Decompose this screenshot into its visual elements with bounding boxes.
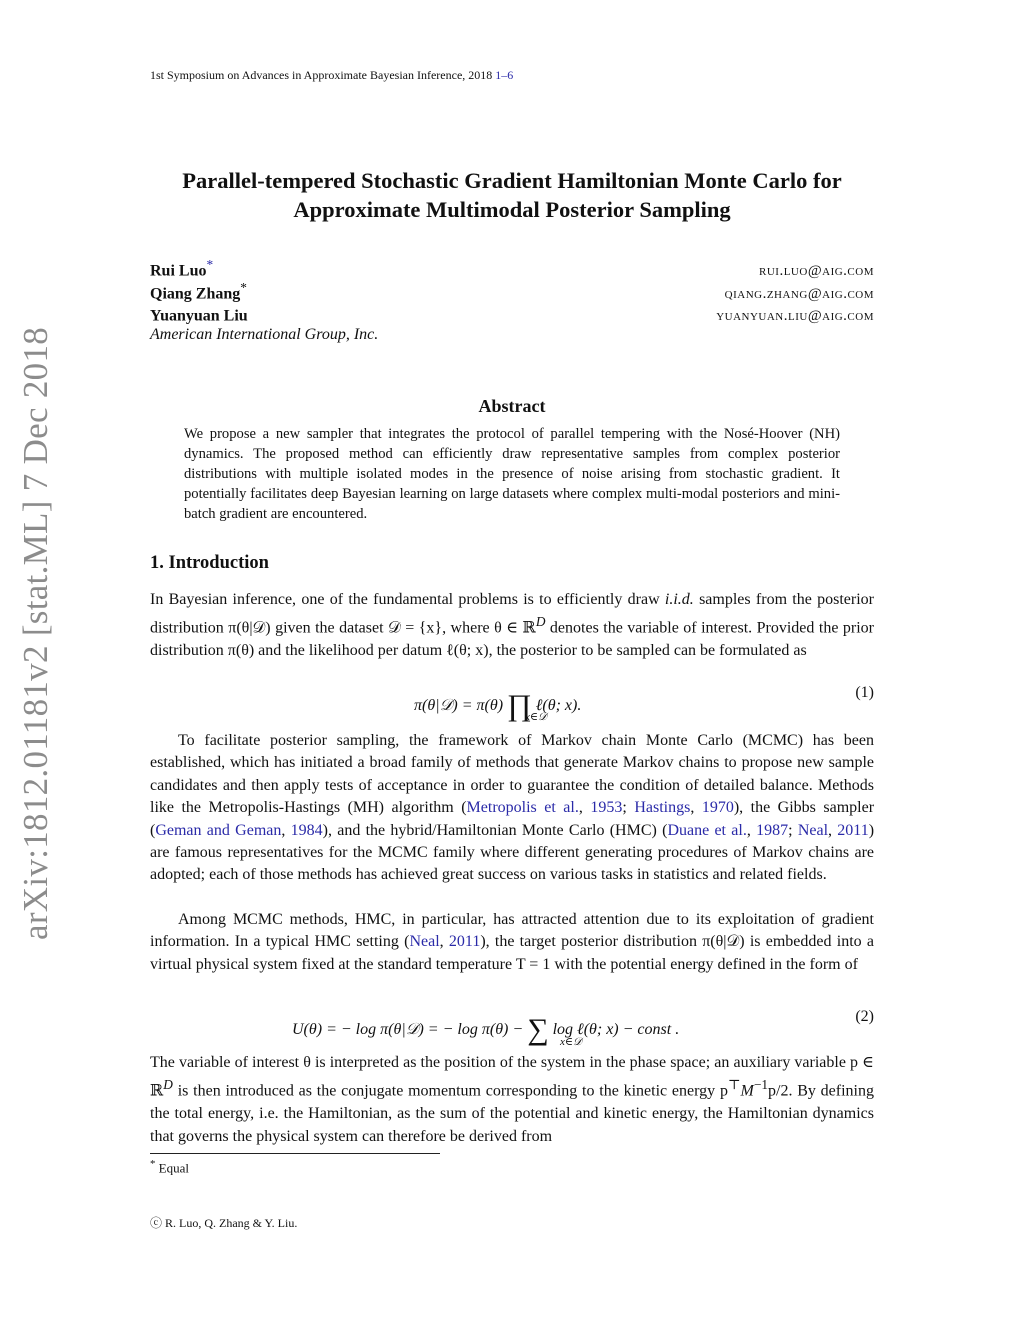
citation-link[interactable]: Neal [797,821,829,839]
equation-rhs: ℓ(θ; x). [535,697,582,714]
author-name: Yuanyuan Liu [150,307,248,325]
author-email: qiang.zhang@aig.com [724,285,874,302]
citation-year-link[interactable]: 1984 [290,821,323,839]
abstract-heading: Abstract [478,396,546,416]
equation-rhs: log ℓ(θ; x) − const . [552,1021,680,1038]
text-run: To facilitate posterior sampling, the framework of Markov chain Monte Carlo (MCMC) has been established, which has initiated a broad family of methods that generate Markov chains to propose new sample candidates and then apply tests of acceptance in order to guarantee the condition of detailed balance. Methods like the Metropolis-Hastings (MH) algorithm ( [150,732,874,817]
arxiv-stamp: arXiv:1812.01181v2 [stat.ML] 7 Dec 2018 [16,326,55,940]
author-email: rui.luo@aig.com [759,263,874,280]
paper-title [150,166,874,224]
author-footnote-mark: * [240,279,247,295]
superscript: D [535,614,546,630]
superscript: −1 [753,1077,769,1093]
author-email: yuanyuan.liu@aig.com [716,308,874,325]
equation-2 [150,1004,874,1050]
product-operator: ∏ [507,689,532,722]
citation-year-link[interactable]: 1970 [701,799,734,817]
intro-paragraph-1 [150,589,874,663]
text-run: ), the Gibbs sampler ( [150,799,875,839]
sum-subscript: x∈𝒟 [560,1036,582,1048]
citation-link[interactable]: Hastings [634,799,691,817]
author-row [150,302,874,325]
citation-link[interactable]: Duane et al. [667,821,747,839]
superscript: D [163,1077,173,1093]
text-run: ), and the hybrid/Hamiltonian Monte Carlo (HMC) ( [322,821,668,839]
citation-link[interactable]: Geman and Geman [155,821,282,839]
equation-1 [150,680,874,724]
footnote [150,1158,189,1176]
text-run: samples from the posterior distribution π(θ|𝒟) given the dataset 𝒟 = {x}, where θ ∈ ℝ [150,591,874,637]
running-header [150,68,513,83]
abstract-text: We propose a new sampler that integrates the protocol of parallel tempering with the Nosé-Hoover (NH) dynamics. The proposed method can efficiently draw representative samples from complex posterior distributions with multiple isolated modes in the presence of noise arising from stochastic gradient. It potentially facilitates deep Bayesian learning on large datasets where complex multi-modal posteriors and mini-batch gradient are encountered. [184,426,840,522]
citation-year-link[interactable]: 1953 [590,799,623,817]
citation-year-link[interactable]: 2011 [448,933,481,951]
text-run: M [740,1082,754,1100]
citation-year-link[interactable]: 1987 [756,821,789,839]
text-run: is then introduced as the conjugate momentum corresponding to the kinetic energy p [172,1082,728,1100]
product-subscript: x∈𝒟 [525,711,547,723]
iid-term: i.i.d. [664,591,694,608]
citation-link[interactable]: Neal [409,933,440,951]
intro-paragraph-4 [150,1052,874,1148]
equation-number: (1) [855,684,874,701]
sum-operator: ∑ [527,1013,549,1046]
venue-text: 1st Symposium on Advances in Approximate Bayesian Inference, 2018 [150,68,493,82]
title-line-1: Parallel-tempered Stochastic Gradient Hamiltonian Monte Carlo for [182,168,842,193]
text-run: p/2. By defining the total energy, i.e. the Hamiltonian, as the sum of the potential and kinetic energy, the Hamiltonian dynamics that governs the physical system can therefore be derived from [150,1082,875,1145]
text-run: ), the target posterior distribution π(θ|𝒟) is embedded into a virtual physical system fixed at the standard temperature T = 1 with the potential energy defined in the form of [150,933,875,973]
copyright-text: R. Luo, Q. Zhang & Y. Liu. [165,1216,298,1230]
copyright-line [150,1214,297,1231]
equation-lhs: π(θ|𝒟) = π(θ) [414,697,504,714]
text-run: The variable of interest θ is interpreted as the position of the system in the phase space; an auxiliary variable p ∈ ℝ [150,1054,874,1100]
equation-lhs: U(θ) = − log π(θ|𝒟) = − log π(θ) − [292,1021,524,1038]
text-run: Among MCMC methods, HMC, in particular, has attracted attention due to its exploitation of gradient information. In a typical HMC setting ( [150,911,874,951]
author-footnote-mark[interactable]: * [206,257,214,272]
citation-year-link[interactable]: 2011 [837,821,869,839]
title-line-2: Approximate Multimodal Posterior Sampling [293,197,731,222]
author-row [150,257,874,280]
copyright-icon: ⓒ [150,1216,163,1230]
author-name: Qiang Zhang [150,284,241,302]
footnote-text: Equal [158,1160,189,1176]
affiliation: American International Group, Inc. [150,325,379,343]
citation-link[interactable]: Metropolis et al. [466,799,579,817]
footnote-rule [150,1153,440,1154]
author-block [150,257,874,344]
footnote-mark: * [150,1158,156,1170]
intro-paragraph-3: Among MCMC methods, HMC, in particular, has attracted attention due to its exploitation of gradient information. In a typical HMC setting (Neal, 2011), the target posterior distribution π(θ|𝒟) is embedded into a virtual physical system fixed at the standard temperature T = 1 with the potential energy defined in the form of [150,911,875,973]
text-run: In Bayesian inference, one of the fundamental problems is to efficiently draw [150,591,665,608]
author-row [150,280,874,303]
superscript: ⊤ [727,1077,741,1093]
equation-number: (2) [855,1008,874,1025]
intro-paragraph-2: To facilitate posterior sampling, the framework of Markov chain Monte Carlo (MCMC) has been established, which has initiated a broad family of methods that generate Markov chains to propose new sample candidates and then apply tests of acceptance in order to guarantee the condition of detailed balance. Methods like the Metropolis-Hastings (MH) algorithm (Metropolis et al., 1953; Hastings, 1970), the Gibbs sampler (Geman and Geman, 1984), and the hybrid/Hamiltonian Monte Carlo (HMC) (Duane et al., 1987; Neal, 2011) are famous representatives for the MCMC family where different generating procedures of Markov chains are adopted; each of those methods has achieved great success on various tasks in statistics and related fields. [150,732,875,884]
text-run: denotes the variable of interest. Provided the prior distribution π(θ) and the likelihood per datum ℓ(θ; x), the posterior to be sampled can be formulated as [150,619,874,660]
author-name: Rui Luo [150,262,207,280]
page-range-link[interactable]: 1–6 [495,68,514,82]
text-run: ) are famous representatives for the MCMC family where different generating procedures of Markov chains are adopted; each of those methods has achieved great success on various tasks in statistics and related fields. [150,821,875,884]
section-heading: 1. Introduction [150,553,269,573]
